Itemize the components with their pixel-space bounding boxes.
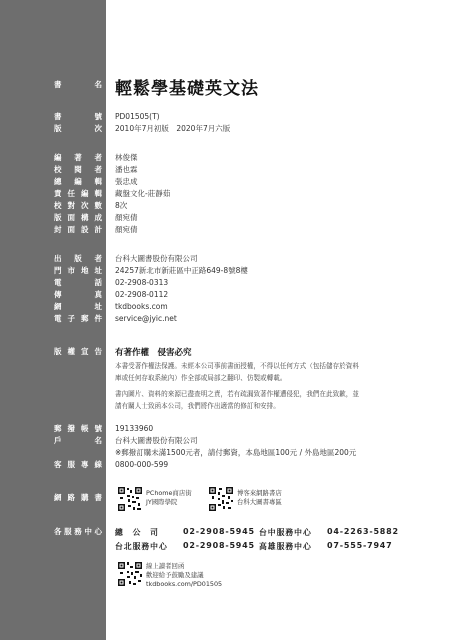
- pchome-caption-line2: JY國際學院: [146, 498, 178, 506]
- phone-value: 02-2908-0313: [115, 278, 169, 287]
- layout-value: 顏宛倩: [115, 213, 138, 222]
- books-com-caption-line1: 博客來網路書店: [237, 489, 282, 497]
- copyright-heading: 有著作權 侵害必究: [115, 348, 192, 358]
- copyright-para1-line1: 本書受著作權法保護。未經本公司事前書面授權，不得以任何方式（包括儲存於資料: [115, 362, 359, 370]
- label-postal-account: 郵撥帳號: [54, 424, 102, 433]
- label-layout: 版面構成: [54, 213, 102, 222]
- books-com-qr-code[interactable]: [208, 486, 234, 512]
- service-center-taichung-label: 台中服務中心: [259, 528, 312, 537]
- pchome-caption-line1: PChome商店街: [146, 489, 192, 497]
- service-center-kaohsiung-phone: 07-555-7947: [327, 541, 393, 550]
- fax-value: 02-2908-0112: [115, 290, 169, 299]
- chief-editor-value: 張忠成: [115, 177, 138, 186]
- service-center-taipei-phone: 02-2908-5945: [183, 541, 255, 550]
- label-publisher: 出版者: [54, 254, 102, 263]
- responsible-editor-value: 藏盤文化-莊靜茹: [115, 189, 171, 198]
- email-value[interactable]: service@jyic.net: [115, 314, 177, 323]
- label-online-store: 網路購書: [54, 493, 102, 502]
- label-proofreading-count: 校對次數: [54, 201, 102, 210]
- copyright-para1-line2: 庫或任何存取系統內）作全部或局部之翻印、仿製或轉載。: [115, 374, 287, 382]
- label-proofreader: 校閱者: [54, 165, 102, 174]
- author-value: 林俊傑: [115, 153, 138, 162]
- label-website: 網址: [54, 302, 102, 311]
- address-value: 24257新北市新莊區中正路649-8號8樓: [115, 266, 248, 275]
- label-chief-editor: 總編輯: [54, 177, 102, 186]
- label-email: 電子郵件: [54, 314, 102, 323]
- proofreading-count-value: 8次: [115, 201, 128, 210]
- label-service-line: 客服專線: [54, 460, 102, 469]
- pchome-qr-code[interactable]: [117, 486, 143, 512]
- service-center-taichung-phone: 04-2263-5882: [327, 527, 399, 536]
- label-responsible-editor: 責任編輯: [54, 189, 102, 198]
- service-center-taipei-label: 台北服務中心: [115, 542, 168, 551]
- label-phone: 電話: [54, 278, 102, 287]
- reader-feedback-line2: 歡迎給予鼓勵及建議: [146, 571, 204, 579]
- label-cover-design: 封面設計: [54, 225, 102, 234]
- label-fax: 傳真: [54, 290, 102, 299]
- service-line-value: 0800-000-599: [115, 460, 169, 469]
- service-center-head-office-label: 總 公 司: [115, 528, 159, 537]
- publisher-value: 台科大圖書股份有限公司: [115, 254, 198, 263]
- postal-account-value: 19133960: [115, 424, 154, 433]
- reader-feedback-qr-code[interactable]: [117, 561, 143, 587]
- service-center-kaohsiung-label: 高雄服務中心: [259, 542, 312, 551]
- isbn-value: PD01505(T): [115, 112, 160, 121]
- label-title: 書名: [54, 80, 102, 89]
- cover-design-value: 顏宛倩: [115, 225, 138, 234]
- label-author: 編著者: [54, 153, 102, 162]
- label-copyright: 版權宣告: [54, 347, 102, 356]
- reader-feedback-line1: 線上讀者回函: [146, 562, 185, 570]
- edition-value: 2010年7月初版 2020年7月六版: [115, 124, 231, 133]
- reader-feedback-url[interactable]: tkdbooks.com/PD01505: [146, 580, 223, 588]
- proofreader-value: 潘也霖: [115, 165, 138, 174]
- copyright-para2-line2: 請有關人士致函本公司，我們將作出適當的修訂和安排。: [115, 402, 280, 410]
- label-service-centers: 各服務中心: [54, 527, 102, 536]
- label-edition: 版次: [54, 124, 102, 133]
- label-address: 門市地址: [54, 266, 102, 275]
- label-account-name: 戶名: [54, 436, 102, 445]
- service-center-head-office-phone: 02-2908-5945: [183, 527, 255, 536]
- books-com-caption-line2: 台科大圖書專區: [237, 498, 282, 506]
- postal-note: ※郵撥訂購未滿1500元者，請付郵資，本島地區100元 / 外島地區200元: [115, 448, 357, 457]
- account-name-value: 台科大圖書股份有限公司: [115, 436, 198, 445]
- copyright-para2-line1: 書內圖片、資料的來源已盡查明之責，若有疏漏致著作權遭侵犯，我們在此致歉，並: [115, 390, 359, 398]
- book-title: 輕鬆學基礎英文法: [115, 79, 259, 99]
- label-isbn: 書號: [54, 112, 102, 121]
- website-value[interactable]: tkdbooks.com: [115, 302, 168, 311]
